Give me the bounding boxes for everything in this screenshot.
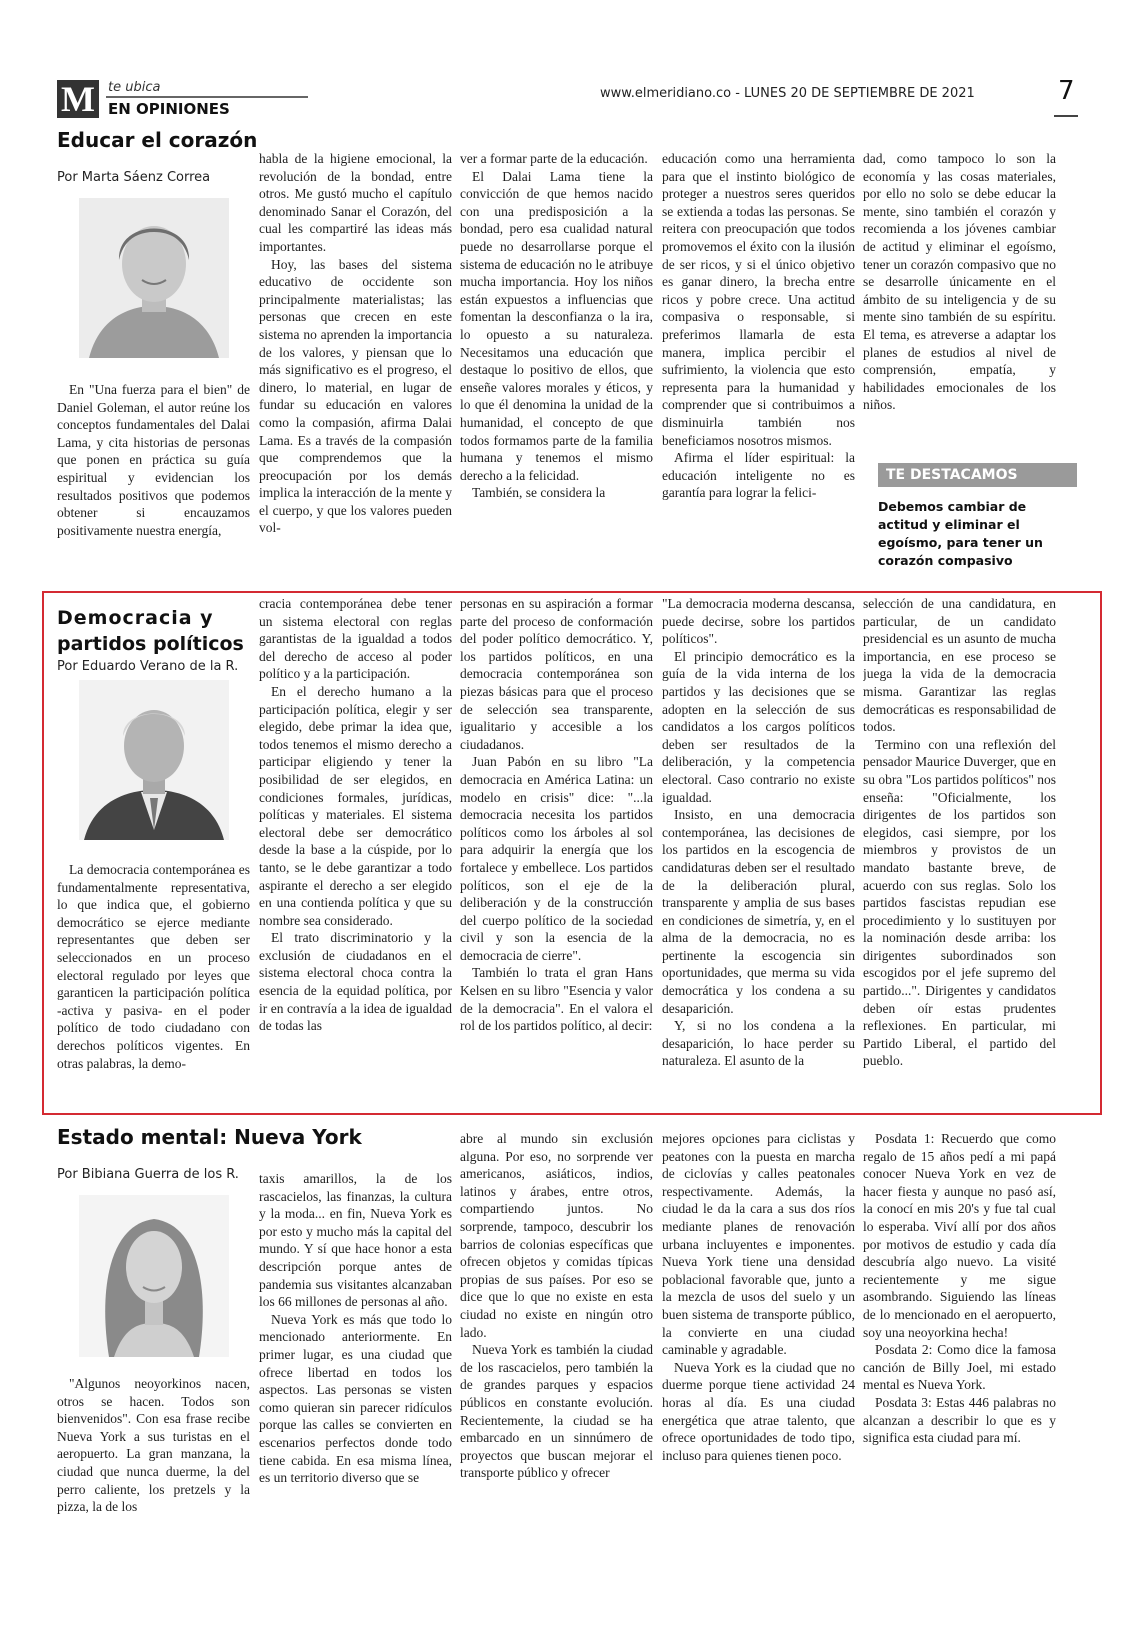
article-column-4 — [662, 150, 855, 560]
paragraph: Termino con una reflexión del pensador Maurice Duverger, que en su obra "Los partidos políticos" nos enseña: "Oficialmente, los dirigentes de los partidos son elegidos, casi siempre, por los miembros y provistos de un mandato bastante breve, de acuerdo con sus reglas. Solo los partidos fascistas repudian ese procedimiento y lo sustituyen por la nominación desde arriba: los dirigentes subordinados son escogidos por el jefe supremo del partido...". Dirigentes y candidatos deben oír estas prudentes reflexiones. En particular, mi Partido Liberal, el partido del pueblo. — [863, 736, 1056, 1069]
paragraph: cracia contemporánea debe tener un sistema electoral con reglas garantistas de la igualdad a todos del derecho de acceso al poder político y a la participación. — [259, 596, 452, 682]
paragraph: Posdata 2: Como dice la famosa canción de Billy Joel, mi estado mental es Nueva York. — [863, 1342, 1056, 1393]
article-byline: Por Eduardo Verano de la R. — [57, 659, 239, 674]
paragraph: Y, si no los condena a la desaparición, lo hace perder su naturaleza. El asunto de la — [662, 1018, 855, 1069]
section-tag-title: EN OPINIONES — [108, 100, 230, 118]
article-headline — [57, 605, 244, 657]
article-column-1 — [57, 861, 250, 1093]
paragraph: abre al mundo sin exclusión alguna. Por eso, no sorprende ver americanos, asiáticos, indios, latinos y árabes, entre otros, compartiendo juntos. No sorprende, tampoco, descubrir los barrios de colonias específicas que ofrecen objetos y comidas típicas propias de sus países. Por eso se dice que lo que no existe en esta ciudad no existe en ningún otro lado. — [460, 1131, 653, 1340]
article-column-2 — [259, 595, 452, 1093]
article-column-3 — [460, 595, 653, 1093]
paragraph: Nueva York es también la ciudad de los rascacielos, pero también la de grandes parques y espacios públicos en constante evolución. Recientemente, la ciudad se ha embarcado en un sinnúmero de proyectos que buscan mejorar el transporte público y ofrecer — [460, 1342, 653, 1481]
article-byline: Por Bibiana Guerra de los R. — [57, 1167, 239, 1182]
highlight-label: TE DESTACAMOS — [878, 463, 1077, 487]
paragraph: El trato discriminatorio y la exclusión de ciudadanos en el sistema electoral choca contra la esencia de la equidad política, por ir en contravía a la idea de igualdad de todas las — [259, 930, 452, 1034]
masthead-date-line: www.elmeridiano.co - LUNES 20 DE SEPTIEMBRE DE 2021 — [600, 86, 975, 101]
highlight-quote: Debemos cambiar de actitud y eliminar el egoísmo, para tener un corazón compasivo — [878, 499, 1043, 568]
paragraph: ver a formar parte de la educación. — [460, 151, 648, 166]
headline-line: Democracia y — [57, 607, 214, 629]
page-number-rule — [1054, 115, 1078, 117]
page-number: 7 — [1058, 76, 1075, 106]
article-column-2 — [259, 1170, 452, 1610]
article-column-4 — [662, 1130, 855, 1610]
paragraph: personas en su aspiración a formar parte del proceso de conformación del poder político democrático. Y, los partidos políticos, en una democracia contemporánea son piezas básicas para que el proceso de selección sea transparente, igualitario y accesible a los ciudadanos. — [460, 596, 653, 752]
paragraph: mejores opciones para ciclistas y peatones con la puesta en marcha de ciclovías y calles peatonales respectivamente. Además, la ciudad le da la cara a sus dos ríos mediante planes de renovación urbana incluyentes e imponentes. Nueva York tiene una densidad poblacional favorable que, junto a la mezcla de usos del suelo y un buen sistema de transporte público, la convierte en una ciudad caminable y agradable. — [662, 1131, 855, 1358]
article-column-5 — [863, 595, 1056, 1093]
paragraph: En el derecho humano a la participación política, elegir y ser elegido, debe primar la idea que, todos tenemos el mismo derecho a participar eligiendo y tener la posibilidad de ser elegidos, en condiciones formales, jurídicas, políticas y materiales. El sistema electoral debe ser democrático desde la base a la cúspide, por lo tanto, se le debe garantizar a todo aspirante el derecho a ser elegido en una contienda política y que su nombre sea considerado. — [259, 683, 452, 928]
article-column-5 — [863, 150, 1056, 450]
section-tag-small: te ubica — [108, 80, 161, 95]
paragraph: También, se considera la — [472, 485, 606, 501]
paragraph: Insisto, en una democracia contemporánea, las decisiones de los partidos en la escogencia de candidaturas deben ser el resultado de la deliberación plural, transparente y amplia de sus bases en condiciones de simetría, y, en el alma de la democracia, no es pertinente la escogencia sin oportunidades, que merma su vida democrática y los condena a su desaparición. — [662, 807, 855, 1016]
section-tag-divider — [106, 96, 308, 98]
article-column-3 — [460, 1130, 653, 1610]
paragraph: Afirma el líder espiritual: la educación inteligente no es garantía para lograr la felici- — [662, 450, 855, 501]
article-democracia-y-partidos — [57, 596, 1077, 1105]
paragraph: dad, como tampoco lo son la economía y las cosas materiales, por ello no solo se debe educar la mente, sino también el corazón y recomienda a los jóvenes cambiar de actitud y eliminar el egoísmo, tener un corazón compasivo que no se desarrolle únicamente en el ámbito de su inteligencia y de su mente sino también de su espíritu. El tema, es atreverse a adaptar los planes de estudios al nivel de comprensión, empatía, y habilidades emocionales de los niños. — [863, 151, 1056, 413]
paragraph: habla de la higiene emocional, la revolución de la bondad, entre otros. Me gustó mucho el capítulo denominado Sanar el Corazón, del cual les compartiré las ideas más importantes. — [259, 151, 452, 254]
paragraph: El Dalai Lama tiene la convicción de que hemos nacido con una predisposición a la bondad, pero esa cualidad natural puede no desarrollarse porque el sistema de educación no le atribuye mucha importancia. Hoy los niños están expuestos a influencias que fomentan la desconfianza o la ira, lo opuesto a su naturaleza. Necesitamos una educación que destaque lo positivo de ellos, que enseñe valores morales y éticos, y lo que él denomina la unidad de la humanidad, el concepto de que todos formamos parte de la familia humana y tenemos el mismo derecho a la felicidad. — [460, 168, 653, 483]
article-column-1 — [57, 381, 250, 561]
paragraph: El principio democrático es la guía de la vida interna de los partidos y las decisiones que se adopten en la selección de sus candidatos a los cargos políticos deben ser resultados de la deliberación, y la competencia electoral. Caso contrario no existe igualdad. — [662, 648, 855, 805]
paragraph: Nueva York es la ciudad que no duerme porque tiene actividad 24 horas al día. Es una ciudad energética que atrae talento, que ofrece oportunidades de todo tipo, incluso para quienes tienen poco. — [662, 1359, 855, 1463]
paragraph: Posdata 3: Estas 446 palabras no alcanzan a describir lo que es y significa esta ciudad para mí. — [863, 1394, 1056, 1446]
article-column-1 — [57, 1375, 250, 1611]
article-column-5 — [863, 1130, 1056, 1610]
paragraph: También lo trata el gran Hans Kelsen en su libro "Esencia y valor de la democracia". En el valora el rol de los partidos político, al decir: — [460, 965, 653, 1034]
paragraph: Hoy, las bases del sistema educativo de occidente son principalmente materialistas; las personas que crecen en este sistema no aprenden la importancia de los valores, y piensan que lo más significativo es el progreso, el dinero, lo material, en lugar de fundar su educación en valores como la compasión, afirma Dalai Lama. Es a través de la compasión que comprendemos que la preocupación por los demás implica la interacción de la mente y el cuerpo, y que los valores pueden vol- — [259, 256, 452, 536]
paragraph: educación como una herramienta para que el instinto biológico de proteger a nuestros seres queridos se extienda a todas las personas. Se reitera con preocupación que todos promovemos el éxito con la ilusión de ser ricos, y si el único objetivo es ganar dinero, la brecha entre ricos y pobre crece. Una actitud compasiva o responsable, si preferimos llamarla de esta manera, implica percibir el sufrimiento, la violencia que esto representa para la humanidad y comprender que si contribuimos a disminuirla también nos beneficiamos nosotros mismos. — [662, 151, 855, 448]
paragraph: La democracia contemporánea es fundamentalmente representativa, lo que indica que, el gobierno democrático se ejerce mediante representantes que deben ser seleccionados en un proceso electoral regulado por leyes que garanticen la participación política -activa y pasiva- en el poder político de todo ciudadano con derechos políticos vigentes. En otras palabras, la demo- — [57, 862, 250, 1071]
paragraph: selección de una candidatura, en particular, de un candidato presidencial es un asunto de mucha importancia, en ese proceso se juega la vida de la democracia misma. Garantizar las reglas democráticas es responsabilidad de todos. — [863, 596, 1056, 735]
article-estado-mental-nueva-york — [57, 1125, 1077, 1615]
paragraph: Nueva York es más que todo lo mencionado anteriormente. En primer lugar, es una ciudad que ofrece libertad en todos los aspectos. Las personas se visten como quieran sin parecer ridículos porque las calles se convierten en escenarios perfectos donde todo tiene cabida. En esa misma línea, es un territorio diverso que se — [259, 1311, 452, 1486]
author-photo — [79, 198, 229, 358]
article-headline: Estado mental: Nueva York — [57, 1125, 362, 1149]
paragraph: Juan Pabón en su libro "La democracia en América Latina: un modelo en crisis" dice: "...la democracia necesita los partidos políticos como los árboles al sol para adquirir la energía que los fortalece y embellece. Los partidos políticos, son el eje de la deliberación y de la construcción del cuerpo político de la sociedad civil y son la esencia de la democracia de cierre". — [460, 754, 653, 963]
article-headline: Educar el corazón — [57, 128, 258, 152]
article-column-2 — [259, 150, 452, 560]
article-byline: Por Marta Sáenz Correa — [57, 170, 211, 185]
newspaper-logo: M — [57, 80, 99, 118]
author-photo — [79, 1195, 229, 1357]
author-photo — [79, 680, 229, 840]
article-column-4 — [662, 595, 855, 1093]
paragraph: "Algunos neoyorkinos nacen, otros se hacen. Todos son bienvenidos". Con esa frase recibe Nueva York a sus turistas en el aeropuerto. La gran manzana, la ciudad que nunca duerme, la del perro caliente, los pretzels y la pizza, la de los — [57, 1376, 250, 1515]
paragraph: "La democracia moderna descansa, puede decirse, sobre los partidos políticos". — [662, 596, 855, 647]
article-column-3 — [460, 150, 653, 560]
paragraph: Posdata 1: Recuerdo que como regalo de 15 años pedí a mi papá conocer Nueva York en vez de hacer fiesta y aunque no pasó así, la conocí en mis 20's y fue tal cual lo esperaba. Viví allí por dos años por motivos de estudio y cada día descubría algo nuevo. La visité recientemente y me sigue asombrando. Siguiendo las líneas de lo mencionado en el aeropuerto, soy una neoyorkina hecha! — [863, 1131, 1056, 1340]
paragraph: En "Una fuerza para el bien" de Daniel Goleman, el autor reúne los conceptos fundamentales del Dalai Lama, y cita historias de personas que ponen en práctica su guía espiritual y evidencian los resultados positivos que podemos obtener si encauzamos positivamente nuestra energía, — [57, 382, 250, 538]
paragraph: taxis amarillos, la de los rascacielos, las finanzas, la cultura y la moda... en fin, Nueva York es por esto y mucho más la capital del mundo. Y sí que hace honor a esta descripción porque antes de pandemia sus visitantes alcanzaban los 66 millones de personas al año. — [259, 1171, 452, 1310]
headline-line: partidos políticos — [57, 633, 244, 655]
